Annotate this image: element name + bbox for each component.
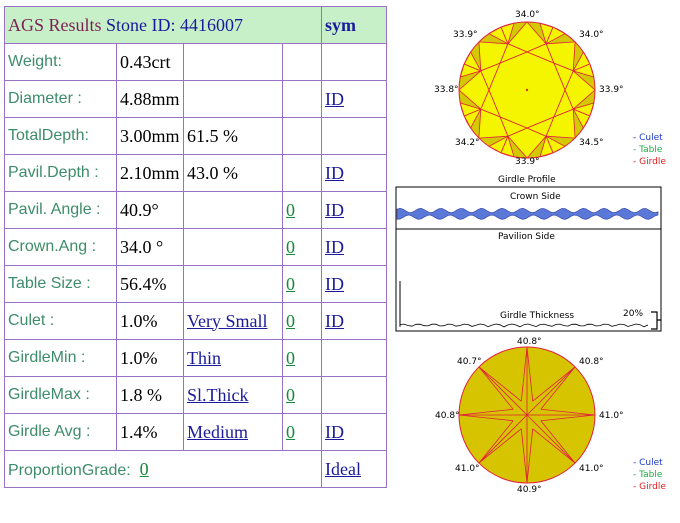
thickness-bracket-icon	[651, 312, 661, 329]
crown-ang-label: Crown.Ang :	[8, 238, 97, 255]
diameter-id-link[interactable]: ID	[325, 88, 344, 109]
girdlemax-value-cell	[117, 377, 184, 414]
pavil-depth-label: Pavil.Depth :	[8, 164, 99, 181]
girdle-avg-label: Girdle Avg :	[8, 423, 91, 440]
pavil-angle-label: Pavil. Angle :	[8, 201, 101, 218]
girdle-avg-label-cell	[5, 414, 117, 451]
header-cell	[5, 7, 322, 44]
girdle-avg-value: 1.4%	[120, 421, 158, 442]
totaldepth-value: 3.00mm	[120, 125, 180, 146]
pavil-depth-value-cell	[117, 155, 184, 192]
crown-legend-table: - Table	[633, 145, 663, 155]
pavil-depth-label-cell	[5, 155, 117, 192]
table-size-value-cell	[117, 266, 184, 303]
pavil-angle-id-link-cell	[322, 192, 387, 229]
pav-angle-bottom: 40.9°	[517, 485, 542, 495]
girdlemin-rating-link[interactable]: Thin	[187, 347, 221, 368]
totaldepth-extra: 61.5 %	[187, 125, 238, 146]
table-row-diameter	[5, 81, 387, 118]
girdlemin-label: GirdleMin :	[8, 349, 86, 366]
pav-angle-lower-left: 41.0°	[455, 464, 480, 474]
pav-angle-upper-left: 40.7°	[457, 357, 482, 367]
culet-label: Culet :	[8, 312, 55, 329]
pavil-depth-extra-cell	[184, 155, 283, 192]
pavil-angle-value-cell	[117, 192, 184, 229]
crown-ang-extra-cell	[184, 229, 283, 266]
crown-angle-bottom: 33.9°	[515, 157, 540, 167]
pavil-depth-id-link-cell	[322, 155, 387, 192]
culet-id-link[interactable]: ID	[325, 310, 344, 331]
pav-legend-culet: - Culet	[633, 458, 663, 468]
table-size-extra-cell	[184, 266, 283, 303]
pavil-angle-value: 40.9°	[120, 199, 159, 220]
culet-rating-link[interactable]: Very Small	[187, 310, 268, 331]
girdle-avg-grade-link-cell	[283, 414, 322, 451]
proportion-grade-link[interactable]: 0	[139, 458, 149, 479]
girdlemin-value-cell	[117, 340, 184, 377]
table-row-culet	[5, 303, 387, 340]
crown-ang-grade-link-cell	[283, 229, 322, 266]
table-row-weight	[5, 44, 387, 81]
pavil-angle-grade-link-cell	[283, 192, 322, 229]
girdle-avg-grade-link[interactable]: 0	[286, 421, 295, 442]
culet-rating-link-cell	[184, 303, 283, 340]
crown-angle-lower-right: 34.5°	[579, 138, 604, 148]
girdlemin-rating-link-cell	[184, 340, 283, 377]
girdlemin-grade-link[interactable]: 0	[286, 347, 295, 368]
table-row-pavil-angle	[5, 192, 387, 229]
totaldepth-value-cell	[117, 118, 184, 155]
girdle-avg-id-link[interactable]: ID	[325, 421, 344, 442]
girdlemin-label-cell	[5, 340, 117, 377]
diameter-label: Diameter :	[8, 90, 82, 107]
table-row-totaldepth	[5, 118, 387, 155]
girdle-thickness-pct: 20%	[623, 309, 644, 319]
girdle-profile-title: Girdle Profile	[498, 175, 556, 184]
pav-legend-table: - Table	[633, 470, 663, 480]
girdlemax-id-link-cell	[322, 377, 387, 414]
crown-angle-upper-right: 34.0°	[579, 30, 604, 40]
weight-value: 0.43crt	[120, 51, 171, 72]
pavil-depth-grade-link-cell	[283, 155, 322, 192]
girdlemax-value: 1.8 %	[120, 384, 162, 405]
culet-grade-link[interactable]: 0	[286, 310, 295, 331]
girdlemin-value: 1.0%	[120, 347, 158, 368]
crown-legend-culet: - Culet	[633, 133, 663, 143]
girdle-wave-band	[397, 208, 658, 219]
girdle-thickness-line	[400, 324, 648, 327]
crown-ang-label-cell	[5, 229, 117, 266]
diameter-label-cell	[5, 81, 117, 118]
crown-ang-value: 34.0 °	[120, 236, 164, 257]
diameter-extra-cell	[184, 81, 283, 118]
pav-angle-left: 40.8°	[435, 411, 460, 421]
weight-grade-link-cell	[283, 44, 322, 81]
girdle-avg-rating-link[interactable]: Medium	[187, 421, 248, 442]
crown-facet-diagram	[395, 4, 675, 184]
pavilion-facet-diagram	[395, 334, 675, 499]
crown-angle-top: 34.0°	[515, 10, 540, 20]
table-row-girdle-avg	[5, 414, 387, 451]
pavil-angle-extra-cell	[184, 192, 283, 229]
crown-legend-girdle: - Girdle	[633, 157, 666, 167]
culet-dot	[526, 89, 528, 91]
ags-results-title: AGS Results	[8, 14, 102, 35]
pav-angle-top: 40.8°	[517, 337, 542, 347]
girdlemax-label-cell	[5, 377, 117, 414]
weight-value-cell	[117, 44, 184, 81]
girdle-avg-value-cell	[117, 414, 184, 451]
totaldepth-grade-link-cell	[283, 118, 322, 155]
pavil-angle-id-link[interactable]: ID	[325, 199, 344, 220]
totaldepth-label-cell	[5, 118, 117, 155]
totaldepth-id-link-cell	[322, 118, 387, 155]
proportion-grade-label: ProportionGrade:	[8, 461, 131, 479]
ideal-cell	[322, 451, 387, 488]
girdle-profile-diagram	[395, 186, 667, 334]
table-row-girdlemin	[5, 340, 387, 377]
table-row-girdlemax	[5, 377, 387, 414]
ags-results-table	[4, 6, 387, 488]
table-size-value: 56.4%	[120, 273, 167, 294]
pav-angle-lower-right: 41.0°	[579, 464, 604, 474]
profile-frame	[396, 187, 661, 331]
crown-side-label: Crown Side	[510, 192, 561, 202]
diameter-grade-link-cell	[283, 81, 322, 118]
culet-value: 1.0%	[120, 310, 158, 331]
crown-ang-value-cell	[117, 229, 184, 266]
diameter-value-cell	[117, 81, 184, 118]
table-header-row	[5, 7, 387, 44]
sym-cell	[322, 7, 387, 44]
culet-value-cell	[117, 303, 184, 340]
weight-extra-cell	[184, 44, 283, 81]
pavil-depth-extra: 43.0 %	[187, 162, 238, 183]
table-row-table-size	[5, 266, 387, 303]
pavil-angle-label-cell	[5, 192, 117, 229]
table-row-crown-ang	[5, 229, 387, 266]
ideal-link[interactable]: Ideal	[325, 458, 361, 479]
diameter-value: 4.88mm	[120, 88, 180, 109]
girdle-avg-rating-link-cell	[184, 414, 283, 451]
pavilion-side-label: Pavilion Side	[498, 232, 555, 242]
crown-ang-id-link-cell	[322, 229, 387, 266]
crown-angle-right: 33.9°	[599, 85, 624, 95]
pavil-depth-value: 2.10mm	[120, 162, 180, 183]
crown-angle-lower-left: 34.2°	[455, 138, 480, 148]
table-row-pavil-depth	[5, 155, 387, 192]
pavil-depth-id-link[interactable]: ID	[325, 162, 344, 183]
girdle-avg-id-link-cell	[322, 414, 387, 451]
crown-ang-grade-link[interactable]: 0	[286, 236, 295, 257]
girdlemax-label: GirdleMax :	[8, 386, 90, 403]
crown-ang-id-link[interactable]: ID	[325, 236, 344, 257]
pavilion-facets	[459, 347, 595, 483]
crown-angle-left: 33.8°	[434, 85, 459, 95]
table-size-label: Table Size :	[8, 275, 91, 292]
girdlemax-grade-link[interactable]: 0	[286, 384, 295, 405]
girdle-thickness-label: Girdle Thickness	[500, 311, 575, 321]
culet-id-link-cell	[322, 303, 387, 340]
weight-id-link-cell	[322, 44, 387, 81]
totaldepth-label: TotalDepth:	[8, 127, 89, 144]
girdlemin-grade-link-cell	[283, 340, 322, 377]
pavil-angle-grade-link[interactable]: 0	[286, 199, 295, 220]
proportion-grade-row	[5, 451, 387, 488]
culet-grade-link-cell	[283, 303, 322, 340]
table-size-id-link[interactable]: ID	[325, 273, 344, 294]
table-size-grade-link-cell	[283, 266, 322, 303]
weight-label-cell	[5, 44, 117, 81]
stone-id-label: Stone ID: 4416007	[105, 14, 243, 35]
girdlemax-grade-link-cell	[283, 377, 322, 414]
totaldepth-extra-cell	[184, 118, 283, 155]
sym-label: sym	[325, 14, 356, 35]
crown-angle-upper-left: 33.9°	[453, 30, 478, 40]
table-size-label-cell	[5, 266, 117, 303]
girdlemin-id-link-cell	[322, 340, 387, 377]
pav-legend-girdle: - Girdle	[633, 482, 666, 492]
girdlemax-rating-link-cell	[184, 377, 283, 414]
culet-label-cell	[5, 303, 117, 340]
table-body	[5, 44, 387, 451]
table-size-id-link-cell	[322, 266, 387, 303]
table-size-grade-link[interactable]: 0	[286, 273, 295, 294]
diameter-id-link-cell	[322, 81, 387, 118]
girdlemax-rating-link[interactable]: Sl.Thick	[187, 384, 249, 405]
pav-angle-upper-right: 40.8°	[579, 357, 604, 367]
weight-label: Weight:	[8, 53, 62, 70]
pav-angle-right: 41.0°	[599, 411, 624, 421]
proportion-grade-cell	[5, 451, 322, 488]
